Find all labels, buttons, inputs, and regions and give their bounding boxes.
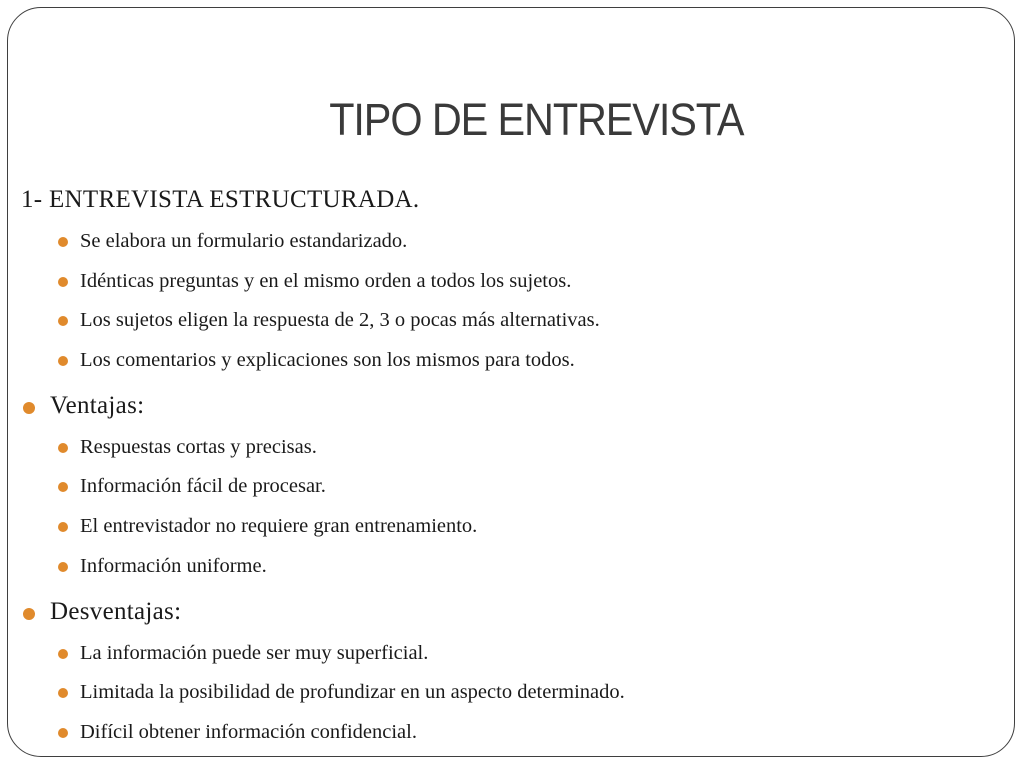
bullet-icon [58,562,68,572]
bullet-icon [58,277,68,287]
section-heading-ventajas [21,392,994,425]
list-item [21,268,994,308]
bullet-icon [58,443,68,453]
list-item-text: El entrevistador no requiere gran entrenamiento. [80,515,478,538]
list-item-text: Idénticas preguntas y en el mismo orden a todos los sujetos. [80,269,572,292]
list-item-text: Información uniforme. [80,554,267,577]
list-item [21,513,994,553]
section-list-ventajas [21,434,994,593]
section-heading-text: Desventajas: [50,597,182,625]
section-list-estructurada [21,228,994,387]
list-item [21,679,994,719]
list-item [21,228,994,268]
list-item [21,434,994,474]
list-item-text: Los sujetos eligen la respuesta de 2, 3 o pocas más alternativas. [80,309,600,332]
list-item-text: Se elabora un formulario estandarizado. [80,230,408,252]
bullet-icon [58,649,68,659]
bullet-icon [58,356,68,366]
bullet-icon [58,316,68,326]
section-heading-desventajas [21,598,994,631]
section-list-desventajas [21,640,994,758]
list-item [21,473,994,513]
list-item [21,553,994,593]
slide-content [21,186,994,757]
bullet-icon [58,237,68,247]
list-item-text: Limitada la posibilidad de profundizar en un aspecto determinado. [80,681,625,704]
slide-title: TIPO DE ENTREVISTA [329,94,744,145]
list-item [21,307,994,347]
bullet-icon [23,608,35,620]
section-heading-text: Ventajas: [50,391,145,419]
list-item-text: Los comentarios y explicaciones son los mismos para todos. [80,349,575,372]
slide-frame [7,7,1015,757]
bullet-icon [58,688,68,698]
list-item-text: Respuestas cortas y precisas. [80,435,317,458]
bullet-icon [58,482,68,492]
list-item-text: La información puede ser muy superficial. [80,641,429,664]
list-item [21,719,994,757]
bullet-icon [23,402,35,414]
bullet-icon [58,728,68,738]
list-item-text: Información fácil de procesar. [80,475,326,498]
bullet-icon [58,522,68,532]
list-item [21,347,994,387]
list-item [21,640,994,680]
section-heading-estructurada: 1- ENTREVISTA ESTRUCTURADA. [21,186,420,213]
list-item-text: Difícil obtener información confidencial. [80,720,417,743]
